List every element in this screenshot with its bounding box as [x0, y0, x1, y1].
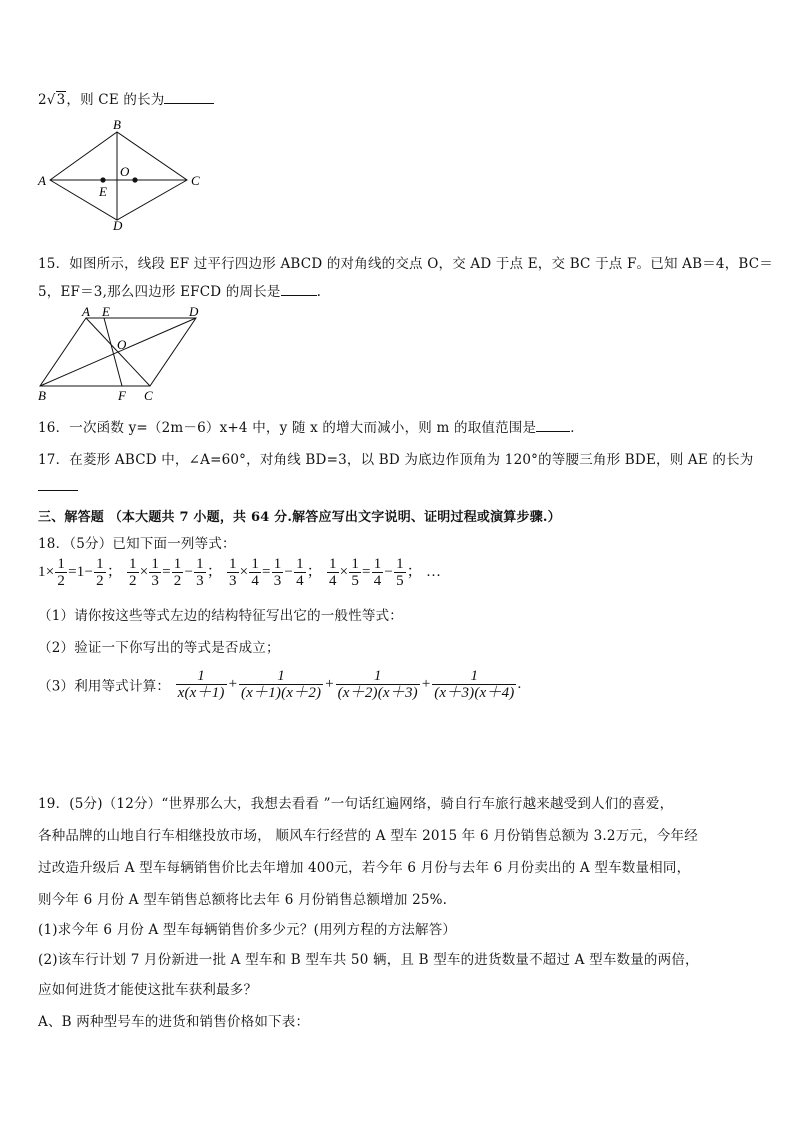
- eq4-b: [349, 556, 361, 589]
- eq2-a: [127, 556, 139, 589]
- q16-text: 16．一次函数 y=（2m－6）x+4 中，y 随 x 的增大而减小，则 m 的取值范围是: [38, 420, 537, 436]
- eq4-a-den: 4: [328, 573, 337, 589]
- q15-answer-blank: [281, 283, 317, 296]
- eq1-b: [55, 556, 67, 589]
- section3-title: 三、解答题 （本大题共 7 小题，共 64 分.解答应写出文字说明、证明过程或演算步骤.）: [38, 510, 561, 525]
- sqrt-sign: √: [46, 92, 56, 108]
- eq1-b-num: 1: [57, 556, 66, 572]
- calc-term4: [432, 668, 516, 701]
- eq1-c: 1: [76, 563, 85, 580]
- eq3-b-num: 1: [251, 556, 260, 572]
- rhombus-figure: [34, 118, 214, 228]
- q19-line1: 19．(5分)（12分）“世界那么大，我想去看看 ”一句话红遍网络，骑自行车旅行越来越受到人们的喜爱，: [38, 796, 674, 812]
- ellipsis: …: [425, 563, 442, 580]
- q17-line: 17．在菱形 ABCD 中，∠A=60°，对角线 BD=3，以 BD 为底边作顶角为 120°的等腰三角形 BDE，则 AE 的长为: [38, 452, 754, 468]
- label-e: E: [99, 184, 107, 199]
- q19-sub1: (1)求今年 6 月份 A 型车每辆销售价多少元？(用列方程的方法解答）: [38, 922, 457, 938]
- q19-sub2b: 应如何进货才能使这批车获利最多？: [38, 982, 258, 998]
- q19-table-intro: A、B 两种型号车的进货和销售价格如下表：: [38, 1014, 310, 1030]
- eq2-c: [172, 556, 184, 589]
- eq2-c-den: 2: [173, 573, 182, 589]
- eq2: $\frac{1}{2}$ × $\frac{1}{3}$ = $\frac{1}{2}$ − $\frac{1}{3}$ ；: [128, 556, 223, 589]
- eq2-c-num: 1: [173, 556, 182, 572]
- eq2-d-num: 1: [196, 556, 204, 572]
- q18-sub2: （2）验证一下你写出的等式是否成立；: [38, 640, 280, 656]
- eq1: 1× $\frac{1}{2}$ =1− $\frac{1}{2}$ ；: [38, 556, 123, 589]
- eq3-c-den: 3: [273, 573, 282, 589]
- eq3-sep: ；: [306, 563, 322, 580]
- eq1-d-num: 1: [96, 556, 104, 572]
- eq2-b-den: 3: [151, 573, 160, 589]
- calc-term2: [239, 668, 323, 701]
- label-d: D: [189, 306, 199, 319]
- q15-line1: 15．如图所示，线段 EF 过平行四边形 ABCD 的对角线的交点 O，交 AD 于点 E，交 BC 于点 F。已知 AB＝4，BC＝: [38, 256, 773, 272]
- eq1-sep: ；: [106, 563, 123, 580]
- calc-n2: 1: [277, 668, 285, 684]
- calc-n1: 1: [197, 668, 205, 684]
- eq4-d-den: 5: [396, 573, 404, 589]
- eq3-c: [272, 556, 284, 589]
- calc-term3: [336, 668, 420, 701]
- eq4-d-num: 1: [396, 556, 404, 572]
- point-e: [100, 177, 105, 182]
- point-o-dot: [132, 177, 137, 182]
- eq3-b-den: 4: [251, 573, 260, 589]
- eq4-c-den: 4: [373, 573, 382, 589]
- label-b: B: [113, 118, 121, 132]
- eq1-d-den: 2: [96, 573, 104, 589]
- rhombus-outline: [50, 132, 187, 220]
- eq3-d-num: 1: [296, 556, 304, 572]
- eq1-a: 1: [38, 563, 46, 580]
- eq2-a-num: 1: [128, 556, 137, 572]
- eq3-d: [294, 556, 306, 589]
- calc-end: .: [517, 676, 522, 692]
- eq2-d: [194, 556, 206, 589]
- eq3-a-den: 3: [228, 573, 237, 589]
- q18-calc-expression: $\frac{1}{x(x+1)}$ + $\frac{1}{(x+1)(x+2)}$ + $\frac{1}{(x+2)(x+3)}$ + $\frac{1}{(x+3)(x+4)}$ .: [177, 668, 522, 701]
- eq2-d-den: 3: [196, 573, 204, 589]
- eq3-b: [249, 556, 261, 589]
- calc-d2: (x＋1)(x＋2): [240, 685, 322, 701]
- q19-line3: 过改造升级后 A 型车每辆销售价比去年增加 400元，若今年 6 月份与去年 6 月份卖出的 A 型车数量相同，: [38, 860, 691, 876]
- q19-line2: 各种品牌的山地自行车相继投放市场， 顺风车行经营的 A 型车 2015 年 6 月份销售总额为 3.2万元，今年经: [38, 828, 698, 844]
- eq2-b-num: 1: [151, 556, 160, 572]
- eq4: $\frac{1}{4}$ × $\frac{1}{5}$ = $\frac{1}{4}$ − $\frac{1}{5}$ ；: [328, 556, 422, 589]
- calc-term1: [176, 668, 227, 701]
- label-o: O: [117, 337, 127, 352]
- q14-answer-blank: [164, 91, 214, 104]
- calc-d4: (x＋3)(x＋4): [434, 685, 515, 701]
- label-a: A: [82, 306, 90, 319]
- eq2-a-den: 2: [128, 573, 137, 589]
- parallelogram-figure: [34, 306, 214, 406]
- q18-sub3: [38, 668, 521, 701]
- q15-line2: [38, 280, 321, 300]
- rhombus-label-d-box: [34, 218, 214, 236]
- eq4-c-num: 1: [373, 556, 382, 572]
- label-f: F: [118, 388, 126, 403]
- q14-radicand: 3: [56, 92, 66, 108]
- eq4-c: [372, 556, 384, 589]
- segment-ef: [104, 318, 122, 386]
- eq1-b-den: 2: [57, 573, 66, 589]
- eq3-c-num: 1: [273, 556, 282, 572]
- q14-text: ，则 CE 的长为: [66, 92, 165, 108]
- q19-line4: 则今年 6 月份 A 型车销售总额将比去年 6 月份销售总额增加 25%.: [38, 892, 448, 908]
- q19-sub2a: (2)该车行计划 7 月份新进一批 A 型车和 B 型车共 50 辆，且 B 型车的进货数量不超过 A 型车数量的两倍，: [38, 952, 699, 968]
- label-b: B: [38, 388, 46, 403]
- q16-end: ．: [570, 420, 584, 436]
- eq4-d: [394, 556, 406, 589]
- eq1-d: [94, 556, 106, 589]
- label-c: C: [144, 388, 153, 403]
- q16-line: [38, 416, 584, 436]
- q14-answer-line: [38, 88, 214, 108]
- eq4-b-num: 1: [351, 556, 360, 572]
- eq3-a: [227, 556, 239, 589]
- eq4-a: [327, 556, 339, 589]
- q18-sub1: （1）请你按这些等式左边的结构特征写出它的一般性等式：: [38, 608, 403, 624]
- eq3-d-den: 4: [296, 573, 304, 589]
- label-e: E: [102, 306, 110, 319]
- eq4-sep: ；: [406, 563, 422, 580]
- eq3-a-num: 1: [228, 556, 237, 572]
- eq2-sep: ；: [206, 563, 223, 580]
- q14-coefficient: 2: [38, 92, 47, 108]
- label-o: O: [120, 164, 130, 179]
- q15-line2-text: 5，EF＝3,那么四边形 EFCD 的周长是: [38, 284, 281, 300]
- q18-equations: [38, 556, 441, 589]
- eq4-a-num: 1: [328, 556, 337, 572]
- label-d-text: D: [113, 218, 123, 233]
- calc-d3: (x＋2)(x＋3): [337, 685, 418, 701]
- eq2-b: [149, 556, 161, 589]
- calc-d1: x(x＋1): [177, 685, 225, 701]
- label-a: A: [38, 173, 46, 188]
- q18-intro: 18．（5分）已知下面一列等式：: [38, 536, 236, 552]
- calc-n3: 1: [373, 668, 382, 684]
- eq4-b-den: 5: [351, 573, 360, 589]
- calc-n4: 1: [470, 668, 479, 684]
- eq3: $\frac{1}{3}$ × $\frac{1}{4}$ = $\frac{1}{3}$ − $\frac{1}{4}$ ；: [228, 556, 322, 589]
- q17-answer-line: [38, 478, 78, 495]
- q18-sub3-label: （3）利用等式计算：: [38, 678, 171, 695]
- q15-line2-end: .: [316, 284, 322, 300]
- q16-answer-blank: [536, 419, 570, 432]
- q17-answer-blank: [38, 478, 78, 491]
- label-c: C: [191, 173, 200, 188]
